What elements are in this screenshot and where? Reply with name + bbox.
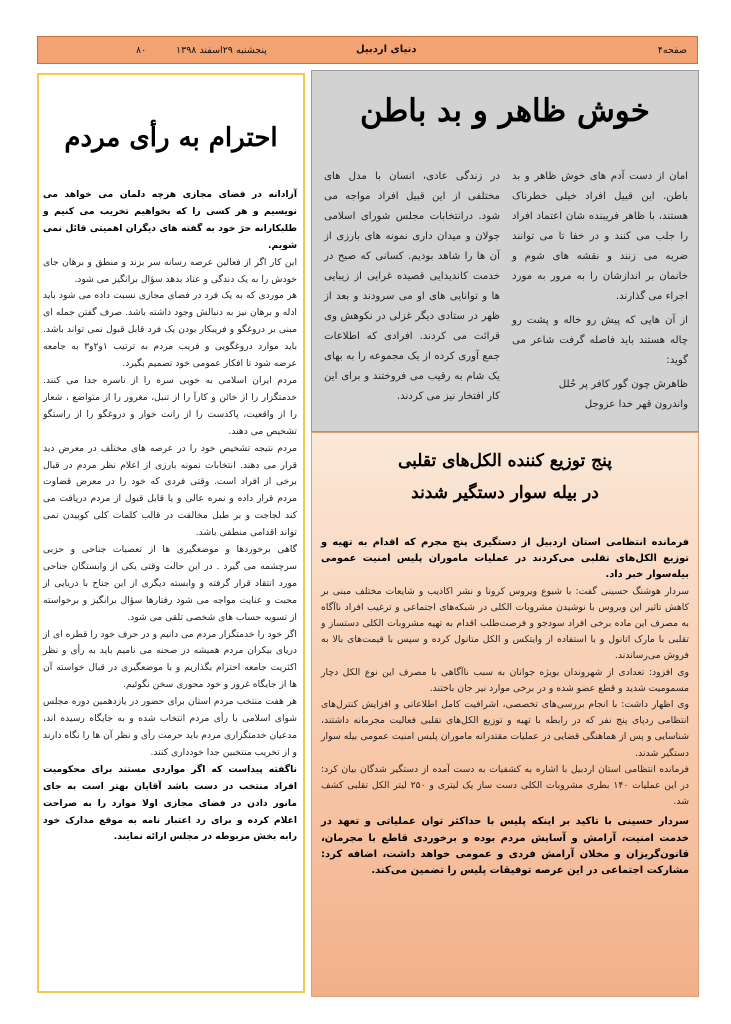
issue-date: پنجشنبه ۲۹اسفند ۱۳۹۸ — [176, 45, 267, 56]
editorial-column-2 — [324, 167, 500, 411]
opinion-lead: آزادانه در فضای مجازی هرچه دلمان می خواهد می نویسیم و هر کسی را که بخواهیم تخریب می کنیم و طلبکارانه حرَ خود به گفته های دیگران اهمیتی قائل نمی شویم. — [43, 189, 297, 251]
opinion-paragraph: اگر خود را خدمتگزار مردم می دانیم و در حرف خود را قطره ای از دریای بیکران مردم همیشه در صحنه می نامیم باید به رأی و نظر اکثریت جامعه احترام بگذاریم و با موضعگیری در قبال خواسته آن ها از جایگاه غرور و خود محوری سخن نگوئیم. — [43, 628, 297, 691]
news-closing: سردار حسینی با تاکید بر اینکه پلیس با حداکثر توان عملیاتی و تعهد در خدمت امنیت، آرامش و آسایش مردم بوده و برخوردی قاطع با مجرمان، قانون‌گریزان و مخلان آرامش فردی و عمومی خواهد داشت، اضافه کرد: مشارکت اجتماعی در این عرصه توفیقات پلیس را تضمین می‌کند. — [321, 816, 689, 877]
news-title-line-1: پنج توزیع کننده الکل‌های تقلبی — [397, 451, 613, 471]
editorial-paragraph: از آن هایی که پیش رو خاله و پشت رو چاله هستند باید فاصله گرفت شاعر می گوید: — [512, 315, 688, 366]
news-title-line-2: در بیله سوار دستگیر شدند — [411, 483, 599, 503]
news-article-box — [311, 432, 699, 997]
editorial-column-1 — [512, 167, 688, 415]
editorial-paragraph: در زندگی عادی، انسان با مدل های مختلفی از این قبیل افراد مواجه می شود. درانتخابات مجلس شورای اسلامی جولان و میدان داری نمونه های بارزی از آن ها را شاهد بودیم. کسانی که صبح در خدمت کاندیدایی قصیده غرایی از زیبایی ها و توانایی های او می سرودند و بعد از ظهر در ستادی دیگر غزلی در نکوهش وی قرائت می کردند. افرادی که اطلاعات جمع آوری کرده از یک مجموعه را به بهای یک شام به رقیب می فروختند و برای این کار افتخار نیز می کردند. — [324, 171, 500, 402]
newspaper-name: دنیای اردبیل — [356, 44, 417, 55]
opinion-title: احترام به رأی مردم — [64, 123, 278, 153]
editorial-box — [311, 70, 699, 432]
opinion-paragraph: مردم ایران اسلامی به خوبی سره را از ناسره جدا می کنند. خدمتگزار را از خائن و کارآ را از تنبل، مغرور را از متواضع ، شعار را از واقعیت، پاکدست را از رانت خوار و دروغگو را از راستگو تشخیص می دهند. — [43, 374, 297, 437]
news-paragraph: سردار هوشنگ حسینی گفت: با شیوع ویروس کرونا و نشر اکاذیب و شایعات مختلف مبنی بر کاهش تاثیر این ویروس با نوشیدن مشروبات الکلی در شبکه‌های اجتماعی و ترغیب افراد ناآگاه به مصرف این ماده برخی افراد سودجو و فرصت‌طلب اقدام به تهیه مشروبات الکلی دستساز و تقلبی با مارک اتانول و با استفاده از وایتکس و الکل متانول کرده و سپس با قیمت‌های بالا به فروش می‌رساندند. — [321, 585, 689, 662]
news-lead: فرمانده انتظامی استان اردبیل از دستگیری پنج مجرم که اقدام به تهیه و توزیع الکل‌های تقلبی می‌کردند در عملیات ماموران پلیس امنیت عمومی بیله‌سوار خبر داد. — [321, 537, 689, 581]
poem-line: ظاهرش چون گور کافر پر حُلل — [558, 379, 688, 390]
opinion-body — [43, 187, 297, 846]
opinion-paragraph: گاهی برخوردها و موضعگیری ها از تعصبات جناحی و حزبی سرچشمه می گیرد . در این حالت وقتی یکی از وابستگان جناحی مورد انتقاد قرار گرفته و وابسته دیگری از این جناح با دریایی از محبت و عنایت مواجه می شود رفتارها سؤال برانگیز و برخواسته از تسویه حساب های شخصی تلقی می شود. — [43, 544, 297, 623]
editorial-title: خوش ظاهر و بد باطن — [360, 93, 650, 129]
opinion-article-box — [37, 73, 305, 993]
issue-number: ۸۰ — [136, 45, 147, 56]
editorial-paragraph: امان از دست آدم های خوش ظاهر و بد باطن. این قبیل افراد خیلی خطرناک هستند، با ظاهر فریبنده شان اعتماد افراد را جلب می کنند و در خفا تا می توانند ضربه می زنند و نقشه های شوم و خانمان بر اندازشان را به مرور به مورد اجراء می گذارند. — [512, 171, 688, 302]
news-paragraph: فرمانده انتظامی استان اردبیل با اشاره به کشفیات به دست آمده از دستگیر شدگان بیان کرد: در این عملیات ۱۴۰ بطری مشروبات الکلی دست ساز یک لیتری و ۲۵۰ لیتر الکل تقلبی کشف شد. — [321, 763, 689, 808]
opinion-paragraph: هر هفت منتخب مردم استان برای حضور در یازدهمین دوره مجلس شوای اسلامی با رأی مردم انتخاب شده و به جایگاه رسیده اند، مدعیان خدمتگزاری مردم باید حرمت رأی و نظر آن ها را نگاه دارند و از تخریب منتخبین جدا خودداری کنند. — [43, 696, 297, 758]
opinion-paragraph: مردم نتیجه تشخیص خود را در عرصه های مختلف در معرض دید قرار می دهند. انتخابات نمونه بارزی از اعلام نظر مردم در قبال برخی از افراد است. وقتی فردی که خود را در معرض قضاوت مردم قرار داده و نمره عالی و یا قابل قبول از مردم دریافت می کند لجاجت و بر طبل مخالفت در قالب کلمات کلی کوبیدن نمی تواند اقدامی منطقی باشد. — [43, 442, 297, 539]
page-header — [37, 36, 698, 64]
opinion-paragraph: هر موردی که به یک فرد در فضای مجازی نسبت داده می شود باید ادله و برهان نیز به دنبالش وجود داشته باشد. صرف گفتن جمله ای مبنی بر دروغگو و فریبکار بودن یک فرد قابل قبول نمی تواند باشد. باید موارد دروغگویی و فریب مردم به ترتیب ۱و۲و۳ به جامعه عرضه شود تا افکار عمومی خود تصمیم بگیرد. — [43, 290, 297, 370]
page-number-label: صفحه۴ — [657, 45, 687, 56]
news-paragraph: وی افزود: تعدادی از شهروندان بویژه جوانان به سبب ناآگاهی با مصرف این نوع الکل دچار مسمومیت شدید و قطع عضو شده و در برخی موارد نیر جان باختند. — [321, 666, 689, 694]
news-paragraph: وی اظهار داشت: با انجام بررسی‌های تخصصی، اشرافیت کامل اطلاعاتی و افزایش کنترل‌های انتظامی ردپای پنج نفر که در رابطه با تهیه و توزیع الکل‌های تقلبی فعالیت مجرمانه داشتند، شناسایی و پس از هماهنگی قضایی در عملیات مقتدرانه ماموران پلیس امنیت عمومی بیله سوار دستگیر شدند. — [321, 699, 689, 759]
opinion-paragraph: این کار اگر از فعالین عرصه رسانه سر بزند و منطق و برهان جای خودش را به یک دندگی و عناد بدهد سؤال برانگیز می شود. — [43, 256, 297, 285]
news-body — [321, 535, 689, 879]
poem-line: واندرون قهر خدا عزوجل — [584, 399, 688, 410]
opinion-closing: ناگفته پیداست که اگر مواردی مستند برای محکومیت افراد منتخب در دست باشد آقایان بهتر است به جای مانور دادن در فضای مجازی اولا موارد را به صراحت اعلام کرده و برای رد اعتبار نامه به موقع مدارک خود رابه بخش مربوطه در مجلس ارائه نمایند. — [43, 763, 297, 843]
